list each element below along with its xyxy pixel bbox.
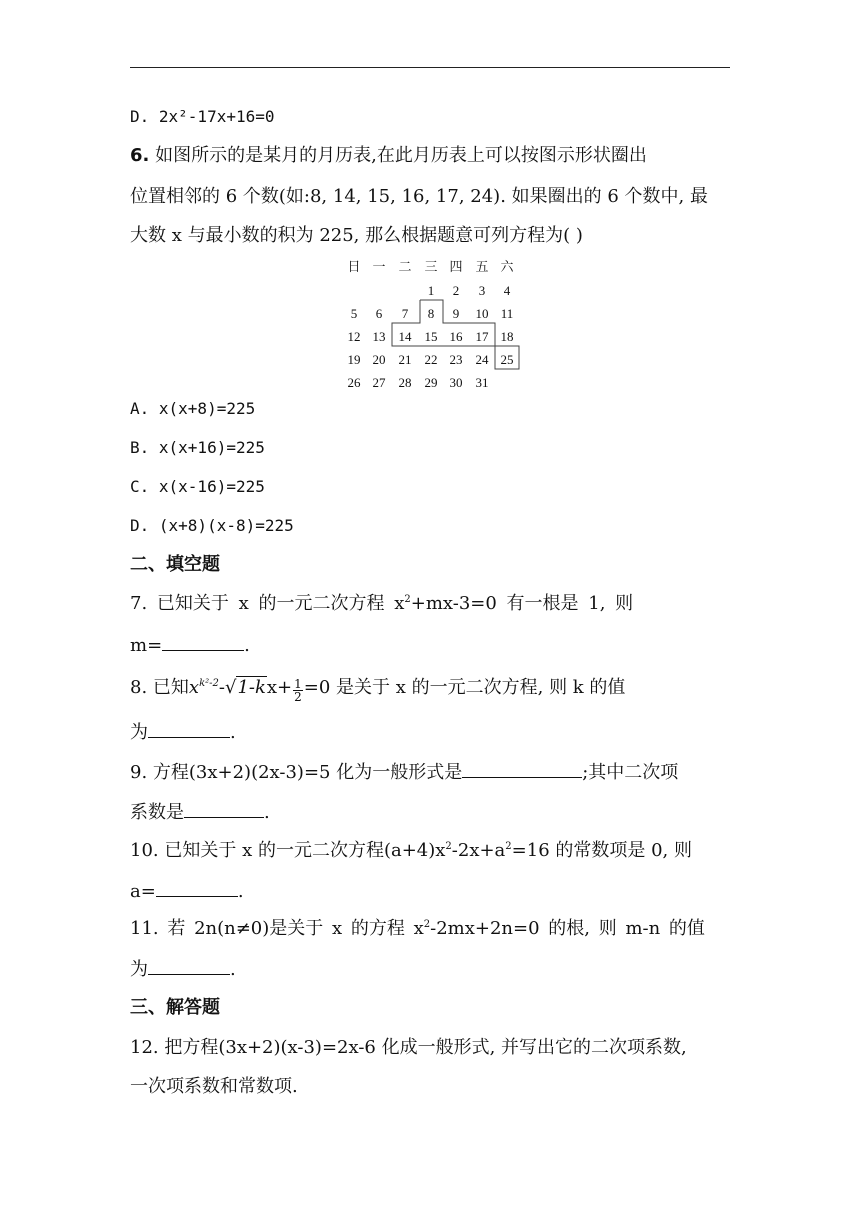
q10-sup1: 2 bbox=[445, 841, 452, 852]
q6-number: 6. bbox=[130, 145, 150, 166]
q8-radicand: 1-k bbox=[237, 677, 266, 698]
calendar-day: 16 bbox=[449, 329, 463, 344]
calendar-day: 24 bbox=[475, 352, 489, 367]
calendar-weekday: 四 bbox=[449, 259, 463, 274]
q6-line1 bbox=[130, 145, 647, 167]
q11-answer-blank[interactable] bbox=[148, 958, 230, 975]
calendar-day: 6 bbox=[375, 306, 383, 321]
q6-option-a: A. x(x+8)=225 bbox=[130, 399, 256, 418]
calendar-day: 27 bbox=[372, 375, 386, 390]
q6-line2: 位置相邻的 6 个数(如:8, 14, 15, 16, 17, 24). 如果圈出的 6 个数中, 最 bbox=[130, 186, 708, 207]
q10-text-b: -2x+a bbox=[451, 840, 506, 861]
q8-answer-blank[interactable] bbox=[148, 721, 230, 738]
q5-option-d: D. 2x²-17x+16=0 bbox=[130, 107, 275, 126]
calendar-day: 25 bbox=[500, 352, 514, 367]
q11-text-c: 为 bbox=[130, 959, 148, 980]
q10-line1 bbox=[130, 840, 692, 862]
q9-text-b: ;其中二次项 bbox=[582, 762, 679, 783]
calendar-day: 13 bbox=[372, 329, 386, 344]
q9-line2 bbox=[130, 801, 270, 824]
calendar-day: 10 bbox=[475, 306, 489, 321]
calendar-day: 23 bbox=[449, 352, 463, 367]
q8-fraction bbox=[293, 678, 303, 703]
calendar-day: 11 bbox=[500, 306, 514, 321]
calendar-day: 21 bbox=[398, 352, 412, 367]
q8-minus: - bbox=[218, 677, 225, 698]
calendar-weekday: 五 bbox=[475, 259, 489, 274]
q7-end: . bbox=[244, 635, 250, 656]
q7-text-a: 7. 已知关于 x 的一元二次方程 x bbox=[130, 593, 405, 614]
q9-answer-blank-2[interactable] bbox=[184, 801, 264, 818]
calendar-day: 12 bbox=[347, 329, 361, 344]
calendar-weekday: 六 bbox=[500, 259, 514, 274]
q6-text-1: 如图所示的是某月的月历表,在此月历表上可以按图示形状圈出 bbox=[155, 145, 647, 166]
calendar-day: 3 bbox=[478, 283, 486, 298]
q6-option-d: D. (x+8)(x-8)=225 bbox=[130, 516, 294, 535]
q6-option-c: C. x(x-16)=225 bbox=[130, 477, 265, 496]
q6-option-b: B. x(x+16)=225 bbox=[130, 438, 265, 457]
calendar-day: 2 bbox=[452, 283, 460, 298]
section2-title: 二、填空题 bbox=[130, 554, 220, 575]
q8-line1: 8. 已知$x^{k^2-2}-√1-kx+$ $\frac{1}{2}$ =0 是关于 x 的一元二次方程, 则 k 的值 bbox=[130, 677, 626, 704]
q8-frac-num: 1 bbox=[294, 677, 302, 691]
q8-text-c: 为 bbox=[130, 722, 148, 743]
q9-line1 bbox=[130, 761, 678, 784]
calendar-weekday: 一 bbox=[372, 259, 386, 274]
calendar-day: 9 bbox=[452, 306, 460, 321]
q8-line2 bbox=[130, 721, 236, 744]
calendar-day: 8 bbox=[427, 306, 435, 321]
q10-text-a: 10. 已知关于 x 的一元二次方程(a+4)x bbox=[130, 840, 446, 861]
q7-line2 bbox=[130, 634, 250, 657]
calendar-day: 20 bbox=[372, 352, 386, 367]
q9-text-c: 系数是 bbox=[130, 802, 184, 823]
q12-line1: 12. 把方程(3x+2)(x-3)=2x-6 化成一般形式, 并写出它的二次项系数, bbox=[130, 1037, 687, 1058]
q7-line1 bbox=[130, 593, 633, 615]
calendar-weekday: 三 bbox=[424, 259, 438, 274]
q10-text-d: a= bbox=[130, 881, 156, 902]
q11-end: . bbox=[230, 959, 236, 980]
calendar-day: 4 bbox=[503, 283, 511, 298]
q10-end: . bbox=[237, 881, 244, 902]
q8-exp: k²-2 bbox=[199, 678, 219, 689]
section3-title: 三、解答题 bbox=[130, 997, 220, 1018]
q7-text-b: +mx-3=0 有一根是 1, 则 bbox=[410, 593, 634, 614]
calendar-figure bbox=[341, 258, 521, 388]
q10-line2 bbox=[130, 880, 244, 903]
q10-text-c: =16 的常数项是 0, 则 bbox=[511, 840, 692, 861]
q11-line1 bbox=[130, 918, 705, 940]
calendar-day: 26 bbox=[347, 375, 361, 390]
q6-line3: 大数 x 与最小数的积为 225, 那么根据题意可列方程为( ) bbox=[130, 225, 583, 246]
calendar-day: 1 bbox=[427, 283, 435, 298]
q10-sup2: 2 bbox=[505, 841, 512, 852]
calendar-day: 15 bbox=[424, 329, 438, 344]
calendar-day: 29 bbox=[424, 375, 438, 390]
calendar-day: 14 bbox=[398, 329, 412, 344]
calendar-weekday: 二 bbox=[398, 259, 412, 274]
q7-answer-blank[interactable] bbox=[162, 634, 244, 651]
q10-answer-blank[interactable] bbox=[156, 880, 238, 897]
q11-text-a: 11. 若 2n(n≠0)是关于 x 的方程 x bbox=[130, 918, 424, 939]
q8-x: x bbox=[188, 677, 200, 698]
q8-xplus: x+ bbox=[266, 677, 293, 698]
q8-text-b: =0 是关于 x 的一元二次方程, 则 k 的值 bbox=[303, 677, 626, 698]
q9-text-a: 9. 方程(3x+2)(2x-3)=5 化为一般形式是 bbox=[130, 762, 463, 783]
q8-text-a: 8. 已知 bbox=[130, 677, 189, 698]
calendar-day: 7 bbox=[401, 306, 409, 321]
q9-end: . bbox=[264, 802, 270, 823]
calendar-day: 17 bbox=[475, 329, 489, 344]
header-rule bbox=[130, 67, 730, 68]
calendar-day: 30 bbox=[449, 375, 463, 390]
q11-sup: 2 bbox=[423, 919, 431, 930]
calendar-day: 19 bbox=[347, 352, 361, 367]
q7-text-c: m= bbox=[130, 635, 163, 656]
q8-end: . bbox=[230, 722, 236, 743]
q7-sup: 2 bbox=[404, 594, 411, 605]
calendar-weekday: 日 bbox=[347, 259, 361, 274]
q12-line2: 一次项系数和常数项. bbox=[130, 1076, 298, 1097]
q11-line2 bbox=[130, 958, 236, 981]
q11-text-b: -2mx+2n=0 的根, 则 m-n 的值 bbox=[430, 918, 705, 939]
calendar-day: 18 bbox=[500, 329, 514, 344]
calendar-day: 31 bbox=[475, 375, 489, 390]
calendar-day: 5 bbox=[350, 306, 358, 321]
q8-frac-den: 2 bbox=[294, 690, 302, 704]
q9-answer-blank-1[interactable] bbox=[462, 761, 582, 778]
calendar-day: 22 bbox=[424, 352, 438, 367]
calendar-day: 28 bbox=[398, 375, 412, 390]
